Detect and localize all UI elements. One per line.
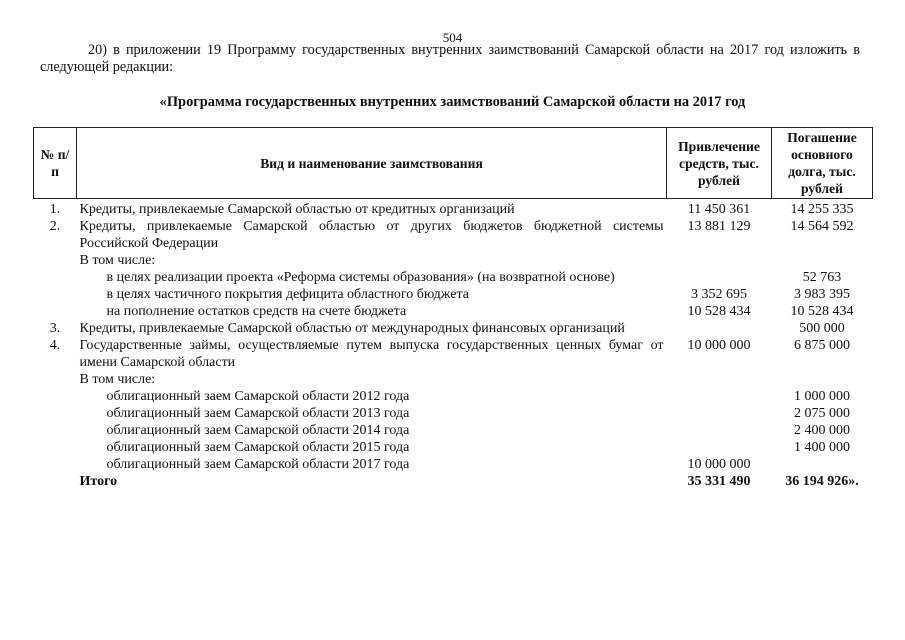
table-row (34, 218, 873, 252)
row-repay (772, 456, 873, 473)
row-raise (667, 439, 772, 456)
total-repay: 36 194 926». (785, 474, 859, 489)
row-raise: 11 450 361 (687, 202, 751, 217)
row-number (34, 371, 77, 388)
row-raise (667, 252, 772, 269)
row-name: В том числе: (79, 372, 156, 387)
row-number (34, 422, 77, 439)
row-repay (772, 252, 873, 269)
row-name: Кредиты, привлекаемые Самарской областью от кредитных организаций (79, 202, 515, 217)
row-raise (667, 422, 772, 439)
row-raise (667, 269, 772, 286)
row-number (34, 269, 77, 286)
document-title: «Программа государственных внутренних заимствований Самарской области на 2017 год (159, 94, 746, 110)
row-raise (667, 320, 772, 337)
row-repay: 1 400 000 (794, 440, 850, 455)
total-label: Итого (79, 474, 118, 489)
header-number: № п/п (34, 128, 77, 199)
table-row (34, 439, 873, 456)
total-row (34, 473, 873, 490)
row-name: облигационный заем Самарской области 2017 года (106, 457, 410, 472)
table-header-row (34, 128, 873, 199)
row-name: на пополнение остатков средств на счете бюджета (106, 304, 407, 319)
row-repay: 500 000 (799, 321, 845, 336)
header-raise: Привлечение средств, тыс. рублей (667, 128, 772, 199)
row-number (34, 439, 77, 456)
row-raise: 13 881 129 (687, 219, 751, 234)
table-row (34, 337, 873, 371)
table-row (34, 371, 873, 388)
row-repay: 2 400 000 (794, 423, 850, 438)
row-number: 2. (49, 219, 61, 234)
row-raise: 3 352 695 (691, 287, 747, 302)
row-number (34, 303, 77, 320)
row-number (34, 405, 77, 422)
borrowings-table (33, 127, 873, 490)
total-number-cell (34, 473, 77, 490)
page-number: 504 (442, 30, 463, 45)
row-name: в целях реализации проекта «Реформа системы образования» (на возвратной основе) (106, 270, 615, 285)
row-number: 1. (49, 202, 61, 217)
row-name: облигационный заем Самарской области 2013 года (106, 406, 410, 421)
row-repay: 52 763 (802, 270, 842, 285)
table-row (34, 320, 873, 337)
row-raise (667, 388, 772, 405)
row-name: Государственные займы, осуществляемые путем выпуска государственных ценных бумаг от имени Самарской области (79, 338, 664, 370)
row-number (34, 388, 77, 405)
row-number (34, 286, 77, 303)
row-name: Кредиты, привлекаемые Самарской областью от других бюджетов бюджетной системы Российской Федерации (79, 219, 664, 251)
row-repay: 1 000 000 (794, 389, 850, 404)
table-row (34, 456, 873, 473)
row-repay: 14 255 335 (790, 202, 854, 217)
row-name: облигационный заем Самарской области 2012 года (106, 389, 410, 404)
row-number (34, 456, 77, 473)
row-raise (667, 405, 772, 422)
row-name: в целях частичного покрытия дефицита областного бюджета (106, 287, 469, 302)
row-number: 4. (49, 338, 61, 353)
row-number (34, 252, 77, 269)
table-row (34, 199, 873, 219)
row-raise: 10 528 434 (687, 304, 751, 319)
header-repay: Погашение основного долга, тыс. рублей (772, 128, 873, 199)
row-number: 3. (49, 321, 61, 336)
row-raise: 10 000 000 (687, 457, 751, 472)
row-repay: 6 875 000 (794, 338, 850, 353)
row-name: облигационный заем Самарской области 2014 года (106, 423, 410, 438)
table-row (34, 252, 873, 269)
row-repay: 14 564 592 (790, 219, 854, 234)
row-name: В том числе: (79, 253, 156, 268)
table-row (34, 405, 873, 422)
table-row (34, 422, 873, 439)
row-repay (772, 371, 873, 388)
row-name: облигационный заем Самарской области 2015 года (106, 440, 410, 455)
row-repay: 2 075 000 (794, 406, 850, 421)
row-repay: 10 528 434 (790, 304, 854, 319)
row-raise: 10 000 000 (687, 338, 751, 353)
intro-paragraph: 20) в приложении 19 Программу государственных внутренних заимствований Самарской области на 2017 год изложить в следующей редакции: (40, 42, 860, 75)
table-row (34, 388, 873, 405)
header-name: Вид и наименование заимствования (77, 128, 667, 199)
total-raise: 35 331 490 (687, 474, 751, 489)
table-row (34, 303, 873, 320)
row-raise (667, 371, 772, 388)
table-row (34, 269, 873, 286)
table-row (34, 286, 873, 303)
row-name: Кредиты, привлекаемые Самарской областью от международных финансовых организаций (79, 321, 625, 336)
row-repay: 3 983 395 (794, 287, 850, 302)
